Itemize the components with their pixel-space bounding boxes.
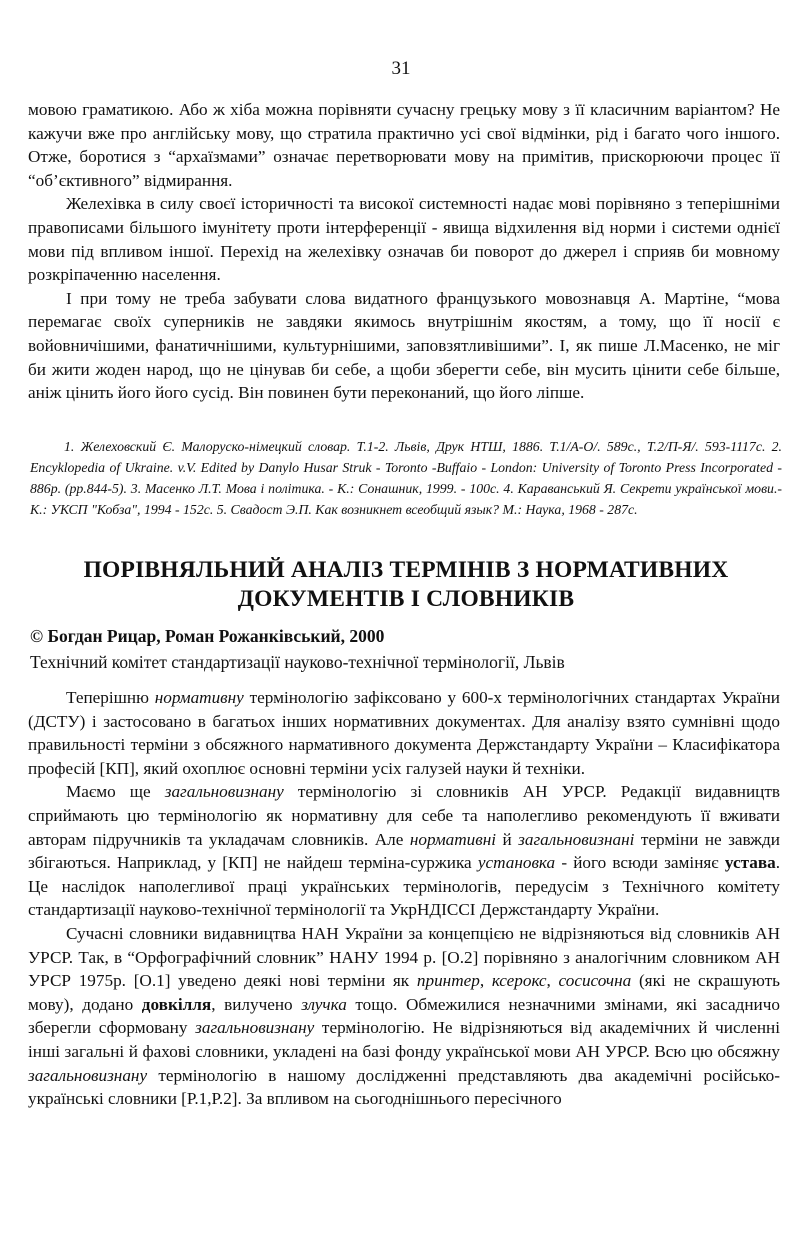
paragraph: Желехівка в силу своєї історичності та високої системності надає мові порівняно з теперішніми правописами більшого імунітету проти інтерференції - явища відхилення від норми і системи однієї мови під впливом іншої. Перехід на желехівку означав би поворот до джерел і сприяв би мовному розкріпаченню населення.	[28, 194, 780, 285]
article-title	[30, 556, 782, 614]
paragraph: Сучасні словники видавництва НАН України за концепцією не відрізняються від словників АН УРСР. Так, в “Орфографічний словник” НАНУ 1994 р. [О.2] порівняно з аналогічним словником АН УРСР 1975р. [О.1] уведено деякі нові терміни як принтер, ксерокс, сосисочна (які не скрашують мову), додано довкілля, вилучено злучка тощо. Обмежилися незначними змінами, які засадничо зберегли сформовану загальновизнану термінологію. Не відрізняються від академічних й численні інші загальні й фахові словники, укладені на базі фонду української мови АН УРСР. Всю цю обсяжну загальновизнану термінологію в нашому дослідженні представляють два академічні російсько-українські словники [Р.1,Р.2]. За впливом на сьогоднішнього пересічного	[28, 923, 780, 1109]
paragraph: Маємо ще загальновизнану термінологію зі словників АН УРСР. Редакції видавництв сприймають цю термінологію як нормативну для себе та наполегливо рекомендують її вживати авторам підручників та укладачам словників. Але нормативні й загальновизнані терміни не завжди збігаються. Наприклад, у [КП] не найдеш терміна-суржика установка - його всюди заміняє устава. Це наслідок наполегливої праці українських термінологів, передусім з Технічного комітету стандартизації науково-технічної термінології та УкрНДІССІ Держстандарту України.	[28, 782, 780, 920]
paragraph: Теперішню нормативну термінологію зафіксовано у 600-х термінологічних стандартах України (ДСТУ) і застосовано в багатьох інших нормативних документах. Для аналізу взято сумнівні щодо правильності терміни з обсяжного нармативного документа Держстандарту України – Класифікатора професій [КП], який охоплює основні терміни усіх галузей науки й техніки.	[28, 688, 780, 778]
paragraph: мовою граматикою. Або ж хіба можна порівняти сучасну грецьку мову з її класичним варіантом? Не кажучи вже про англійську мову, що стратила практично усі свої відмінки, рід і багато чого іншого. Отже, боротися з “архаїзмами” означає перетворювати мову на примітив, прискорюючи процес її “об’єктивного” відмирання.	[28, 100, 780, 190]
references: 1. Желеховский Є. Малоруско-німецкий словар. Т.1-2. Львів, Друк НТШ, 1886. Т.1/А-О/. 589с., Т.2/П-Я/. 593-1117с. 2. Encyklopedia of Ukraine. v.V. Edited by Danylo Husar Struk - Toronto -Buffaio - London: University of Toronto Press Incorporated - 886р. (рр.844-5). 3. Масенко Л.Т. Мова і політика. - К.: Сонашник, 1999. - 100с. 4. Караванський Я. Секрети української мови.- К.: УКСП "Кобза", 1994 - 152с. 5. Свадост Э.П. Как возникнет всеобщий язык? М.: Наука, 1968 - 287с.	[30, 439, 782, 517]
article-body	[28, 686, 780, 1111]
article-title-line: ПОРІВНЯЛЬНИЙ АНАЛІЗ ТЕРМІНІВ З НОРМАТИВНИХ	[83, 557, 729, 583]
paragraph: І при тому не треба забувати слова видатного французького мовознавця А. Мартіне, “мова перемагає своїх суперників не завдяки якимось внутрішнім якостям, а тому, що її носії є войовничішими, фанатичнішими, культурнішими, заповзятливішими”. І, як пише Л.Масенко, не міг би жити жоден народ, що не цінував би себе, а щоби зберегти себе, він мусить цінити себе більше, аніж цінить його його сусід. Він повинен бути переконаний, що його ліпше.	[28, 288, 780, 403]
article-authors: © Богдан Рицар, Роман Рожанківський, 2000	[30, 626, 385, 646]
article-title-line: ДОКУМЕНТІВ І СЛОВНИКІВ	[237, 586, 575, 612]
page-number: 31	[391, 58, 411, 79]
article-affiliation: Технічний комітет стандартизації науково-технічної термінології, Львів	[30, 652, 565, 672]
previous-article-body	[28, 98, 780, 405]
